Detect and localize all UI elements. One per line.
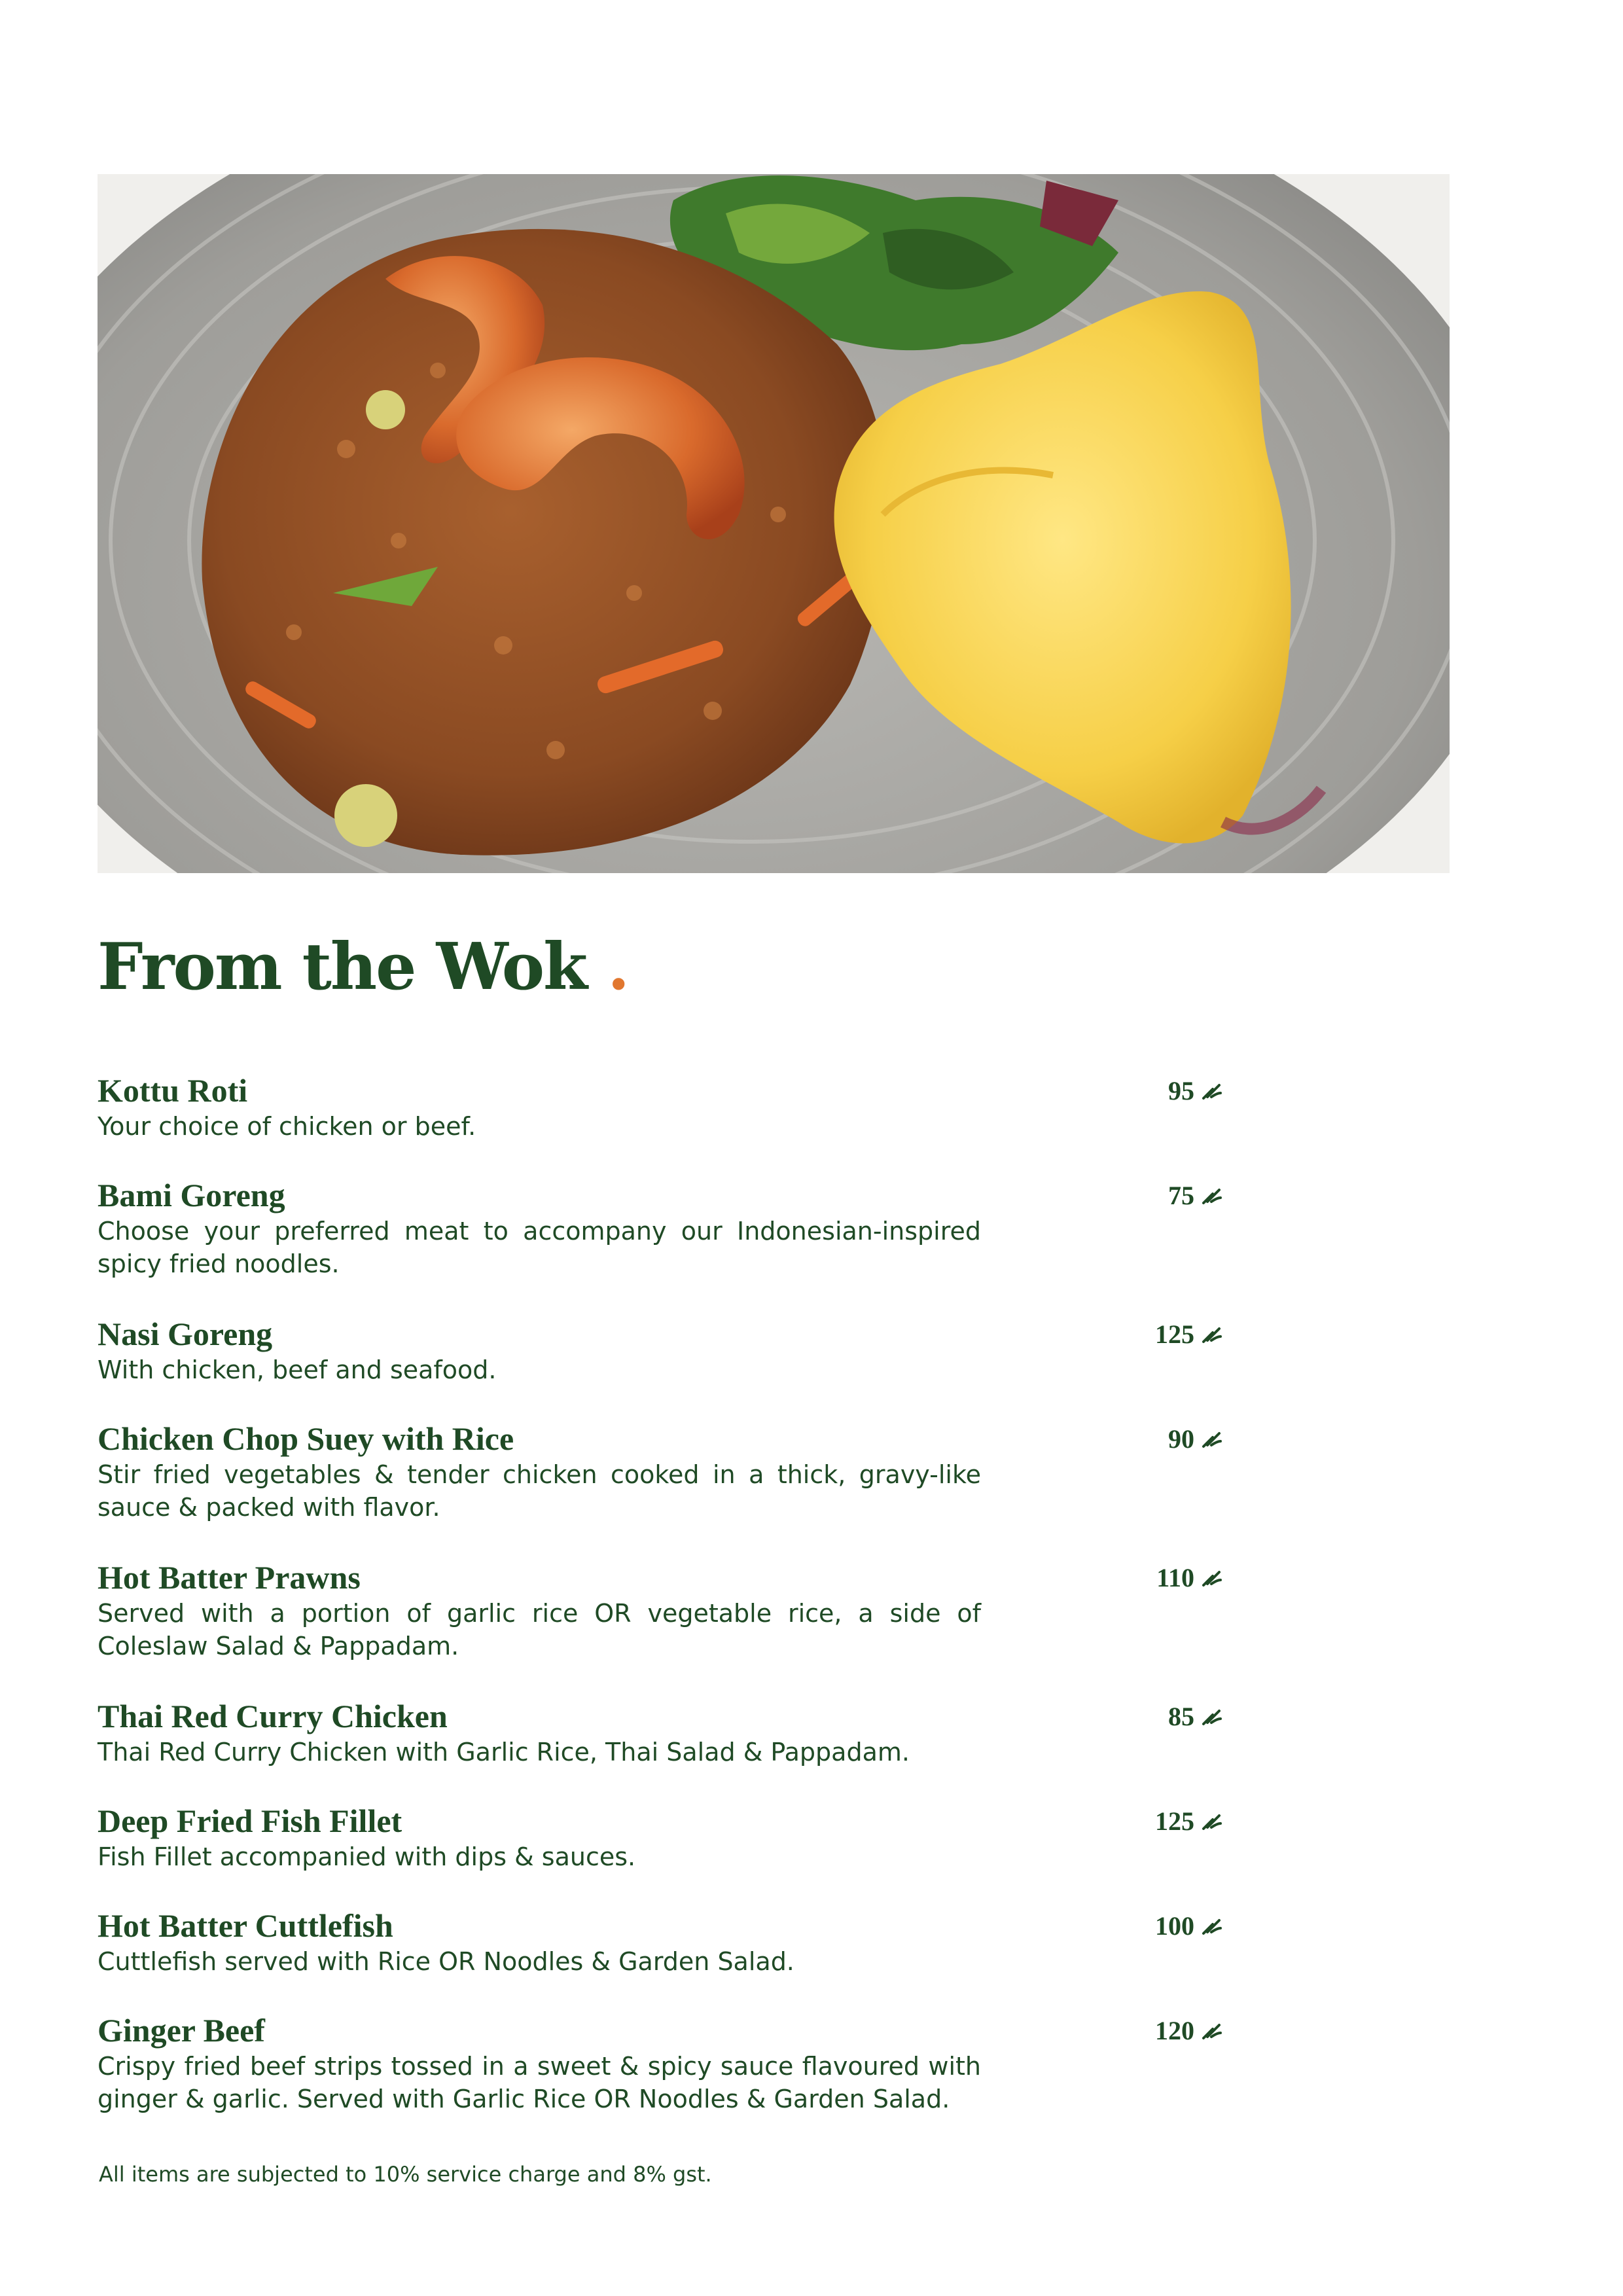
- menu-item: [98, 1316, 1223, 1386]
- rufiyaa-symbol-icon: [1201, 1567, 1223, 1589]
- item-price-value: 125: [1155, 1806, 1194, 1836]
- item-description: Thai Red Curry Chicken with Garlic Rice, Thai Salad & Pappadam.: [98, 1738, 910, 1767]
- item-description: Served with a portion of garlic rice OR vegetable rice, a side of Coleslaw Salad & Pappadam.: [98, 1599, 981, 1660]
- menu-item: [98, 1559, 1223, 1662]
- item-price-value: 125: [1155, 1319, 1194, 1349]
- item-price-value: 120: [1155, 2016, 1194, 2045]
- rufiyaa-symbol-icon: [1201, 1915, 1223, 1937]
- rufiyaa-symbol-icon: [1201, 2020, 1223, 2042]
- item-price: [1168, 1075, 1223, 1107]
- item-price-value: 75: [1168, 1181, 1194, 1210]
- item-name: Hot Batter Cuttlefish: [98, 1907, 393, 1944]
- menu-item: [98, 1072, 1223, 1143]
- rufiyaa-symbol-icon: [1201, 1810, 1223, 1833]
- rufiyaa-symbol-icon: [1201, 1080, 1223, 1102]
- item-name: Deep Fried Fish Fillet: [98, 1803, 402, 1839]
- item-description: Your choice of chicken or beef.: [98, 1112, 476, 1141]
- item-price-value: 100: [1155, 1911, 1194, 1941]
- menu-item: [98, 2012, 1223, 2115]
- item-price: [1155, 1318, 1223, 1351]
- menu-item: [98, 1177, 1223, 1280]
- item-name: Nasi Goreng: [98, 1316, 273, 1352]
- item-price-value: 85: [1168, 1702, 1194, 1731]
- item-name: Ginger Beef: [98, 2012, 265, 2049]
- item-name: Thai Red Curry Chicken: [98, 1698, 448, 1734]
- menu-item: [98, 1803, 1223, 1873]
- item-price-value: 110: [1156, 1563, 1194, 1592]
- menu-item: [98, 1698, 1223, 1768]
- rufiyaa-symbol-icon: [1201, 1706, 1223, 1728]
- section-title: [98, 928, 628, 1007]
- item-price: [1156, 1562, 1223, 1594]
- item-price: [1155, 1805, 1223, 1838]
- service-charge-footnote: All items are subjected to 10% service charge and 8% gst.: [99, 2162, 712, 2187]
- rufiyaa-symbol-icon: [1201, 1323, 1223, 1346]
- item-price: [1168, 1700, 1223, 1733]
- menu-item: [98, 1420, 1223, 1524]
- item-description: Fish Fillet accompanied with dips & sauces.: [98, 1842, 636, 1871]
- item-description: With chicken, beef and seafood.: [98, 1355, 497, 1384]
- item-price-value: 90: [1168, 1424, 1194, 1454]
- item-price: [1168, 1423, 1223, 1456]
- rufiyaa-symbol-icon: [1201, 1185, 1223, 1207]
- item-price: [1155, 2015, 1223, 2047]
- item-description: Stir fried vegetables & tender chicken cooked in a thick, gravy-like sauce & packed with flavor.: [98, 1460, 981, 1522]
- item-price-value: 95: [1168, 1076, 1194, 1105]
- title-accent-dot: .: [607, 929, 629, 1005]
- item-price: [1168, 1179, 1223, 1212]
- dish-photo-icon: [98, 174, 1450, 873]
- item-name: Hot Batter Prawns: [98, 1559, 361, 1596]
- item-name: Bami Goreng: [98, 1177, 285, 1213]
- item-description: Cuttlefish served with Rice OR Noodles & Garden Salad.: [98, 1947, 794, 1976]
- section-title-text: From the Wok: [98, 929, 586, 1005]
- item-description: Crispy fried beef strips tossed in a sweet & spicy sauce flavoured with ginger & garlic. Served with Garlic Rice OR Noodles & Garden Salad.: [98, 2052, 981, 2113]
- item-description: Choose your preferred meat to accompany our Indonesian-inspired spicy fried noodles.: [98, 1217, 981, 1278]
- hero-dish-photo: [98, 174, 1450, 873]
- menu-item: [98, 1907, 1223, 1978]
- item-name: Kottu Roti: [98, 1072, 248, 1109]
- rufiyaa-symbol-icon: [1201, 1428, 1223, 1450]
- item-price: [1155, 1910, 1223, 1943]
- item-name: Chicken Chop Suey with Rice: [98, 1420, 514, 1457]
